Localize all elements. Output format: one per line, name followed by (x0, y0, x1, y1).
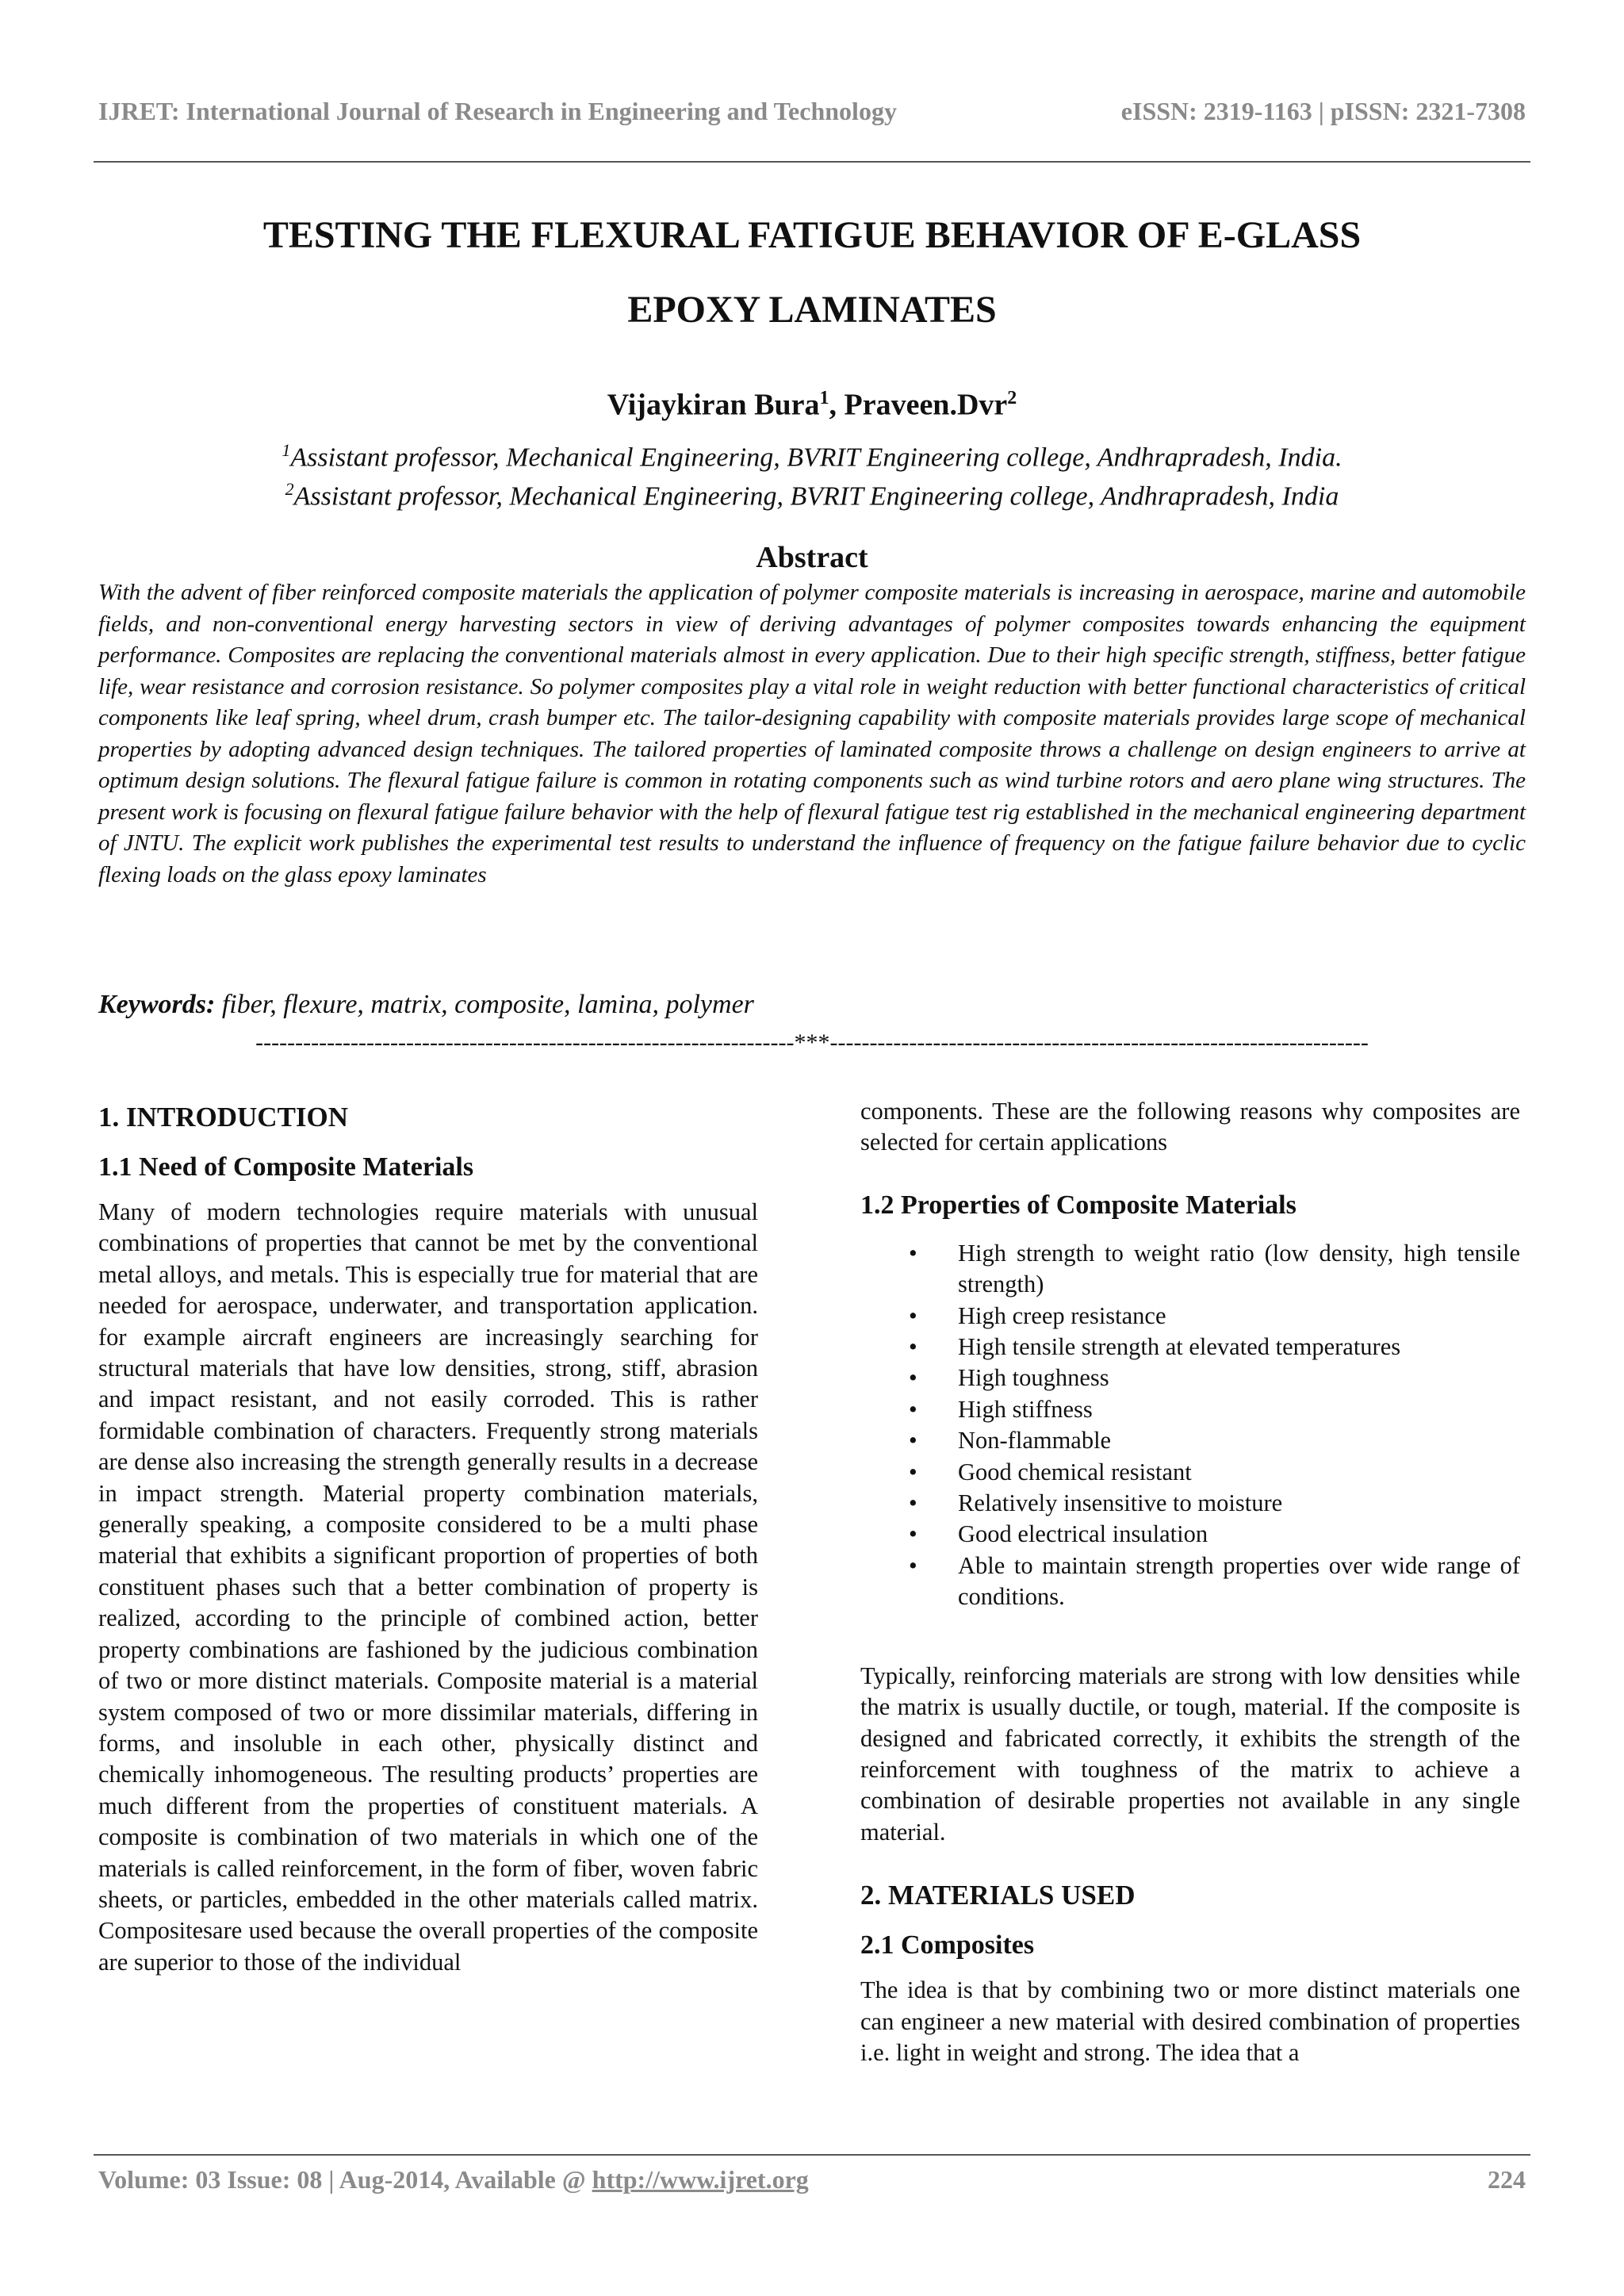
affiliation-1 (98, 435, 1526, 473)
introduction-paragraph: Many of modern technologies require materials with unusual combinations of properties that cannot be met by the conventional metal alloys, and metals. This is especially true for material that are needed for aerospace, underwater, and transportation application. for example aircraft engineers are increasingly searching for structural materials that have low densities, strong, stiff, abrasion and impact resistant, and not easily corroded. This is rather formidable combination of characters. Frequently strong materials are dense also increasing the strength generally results in a decrease in impact strength. Material property combination materials, generally speaking, a composite considered to be a multi phase material that exhibits a significant proportion of properties of both constituent phases such that a better combination of property is realized, according to the principle of combined action, better property combinations are fashioned by the judicious combination of two or more distinct materials. Composite material is a material system composed of two or more dissimilar materials, differing in forms, and insoluble in each other, physically distinct and chemically inhomogeneous. The resulting products’ properties are much different from the properties of constituent materials. A composite is combination of two materials in which one of the materials is called reinforcement, in the form of fiber, woven fabric sheets, or particles, embedded in the other materials called matrix. Compositesare used because the overall properties of the composite are superior to those of the individual (98, 1198, 758, 1976)
keywords (98, 987, 1526, 1022)
volume-text: Volume: 03 Issue: 08 | Aug-2014, Available @ (98, 2165, 592, 2194)
bullet-icon: • (909, 1301, 917, 1329)
bullet-icon: • (909, 1458, 917, 1485)
affiliation-2 (98, 473, 1526, 512)
abstract-text: With the advent of fiber reinforced composite materials the application of polymer composite materials is increasing in aerospace, marine and automobile fields, and non-conventional energy harvesting sectors in view of deriving advantages of polymer composites towards enhancing the equipment performance. Composites are replacing the conventional materials almost in every application. Due to their high specific strength, stiffness, better fatigue life, wear resistance and corrosion resistance. So polymer composites play a vital role in weight reduction with better functional characteristics of critical components like leaf spring, wheel drum, crash bumper etc. The tailor-designing capability with composite materials provides large scope of mechanical properties by adopting advanced design techniques. The tailored properties of laminated composite throws a challenge on design engineers to arrive at optimum design solutions. The flexural fatigue failure is common in rotating components such as wind turbine rotors and aero plane wing structures. The present work is focusing on flexural fatigue failure behavior with the help of flexural fatigue test rig established in the mechanical engineering department of JNTU. The explicit work publishes the experimental test results to understand the influence of frequency on the fatigue failure behavior due to cyclic flexing loads on the glass epoxy laminates (98, 580, 1526, 887)
bullet-icon: • (909, 1364, 917, 1392)
list-item (860, 1488, 1520, 1519)
journal-name: IJRET: International Journal of Research in Engineering and Technology (98, 97, 897, 125)
author-separator: , (829, 388, 845, 422)
section-separator: --------------------------------------------------------------------***-------------------------------------------------------------------- (255, 1029, 1369, 1056)
page-number: 224 (1488, 2165, 1526, 2194)
subsection-heading-composites: 2.1 Composites (860, 1930, 1035, 1961)
author-1: Vijaykiran Bura (607, 388, 820, 422)
list-item-text: Non-flammable (958, 1427, 1112, 1455)
list-item (860, 1363, 1520, 1393)
keywords-label: Keywords: (98, 990, 216, 1019)
bullet-icon: • (909, 1489, 917, 1517)
section-heading-introduction: 1. INTRODUCTION (98, 1102, 349, 1133)
author-2-affil-mark: 2 (1007, 388, 1017, 408)
running-footer (98, 2165, 1526, 2205)
reinforcement-paragraph: Typically, reinforcing materials are strong with low densities while the matrix is usually ductile, or tough, material. If the composite is designed and fabricated correctly, it exhibits the strength of the reinforcement with toughness of the matrix to achieve a combination of desirable properties not available in any single material. (860, 1662, 1520, 1846)
bullet-icon: • (909, 1520, 917, 1548)
properties-list (860, 1238, 1520, 1613)
continuation-paragraph: components. These are the following reasons why composites are selected for certain applications (860, 1098, 1520, 1156)
running-header (98, 97, 1526, 136)
affiliation-mark: 1 (282, 440, 291, 460)
keywords-list: fiber, flexure, matrix, composite, lamina, polymer (215, 990, 754, 1019)
section-heading-materials: 2. MATERIALS USED (860, 1880, 1136, 1911)
title-line-1: TESTING THE FLEXURAL FATIGUE BEHAVIOR OF E-GLASS (262, 214, 1362, 256)
subsection-heading-properties: 1.2 Properties of Composite Materials (860, 1190, 1297, 1220)
list-item (860, 1550, 1520, 1613)
header-divider (94, 161, 1530, 163)
list-item-text: High creep resistance (958, 1301, 1166, 1329)
paper-title (98, 198, 1526, 347)
list-item-text: Good electrical insulation (958, 1520, 1208, 1548)
affiliations (98, 435, 1526, 513)
affiliation-mark: 2 (285, 479, 294, 500)
list-item-text: High strength to weight ratio (low density, high tensile strength) (958, 1239, 1520, 1298)
bullet-icon: • (909, 1551, 917, 1579)
list-item-text: High tensile strength at elevated temperatures (958, 1333, 1401, 1361)
author-list (98, 379, 1526, 424)
right-column (860, 1096, 1520, 2068)
journal-link[interactable]: http://www.ijret.org (592, 2165, 809, 2194)
bullet-icon: • (909, 1239, 917, 1267)
bullet-icon: • (909, 1333, 917, 1361)
list-item (860, 1425, 1520, 1456)
subsection-heading-need: 1.1 Need of Composite Materials (98, 1152, 474, 1182)
list-item (860, 1394, 1520, 1425)
composites-paragraph: The idea is that by combining two or more distinct materials one can engineer a new material with desired combination of properties i.e. light in weight and strong. The idea that a (860, 1976, 1520, 2066)
list-item (860, 1332, 1520, 1363)
affiliation-text: Assistant professor, Mechanical Engineering, BVRIT Engineering college, Andhrapradesh, India. (290, 443, 1342, 473)
author-1-affil-mark: 1 (819, 388, 829, 408)
list-item (860, 1457, 1520, 1488)
bullet-icon: • (909, 1395, 917, 1423)
footer-divider (94, 2154, 1530, 2156)
list-item-text: Good chemical resistant (958, 1458, 1192, 1485)
left-column (98, 1098, 758, 1978)
list-item-text: Able to maintain strength properties over wide range of conditions. (958, 1551, 1520, 1611)
list-item (860, 1301, 1520, 1332)
title-line-2: EPOXY LAMINATES (627, 289, 997, 331)
bullet-icon: • (909, 1427, 917, 1455)
list-item-text: High stiffness (958, 1395, 1093, 1423)
author-2: Praveen.Dvr (844, 388, 1008, 422)
affiliation-text: Assistant professor, Mechanical Engineering, BVRIT Engineering college, Andhrapradesh, India (293, 481, 1339, 512)
list-item (860, 1238, 1520, 1301)
abstract-heading: Abstract (756, 541, 868, 574)
issn: eISSN: 2319-1163 | pISSN: 2321-7308 (1120, 97, 1526, 125)
list-item (860, 1519, 1520, 1550)
list-item-text: High toughness (958, 1364, 1109, 1392)
footer-volume-info (98, 2165, 809, 2205)
list-item-text: Relatively insensitive to moisture (958, 1489, 1283, 1517)
